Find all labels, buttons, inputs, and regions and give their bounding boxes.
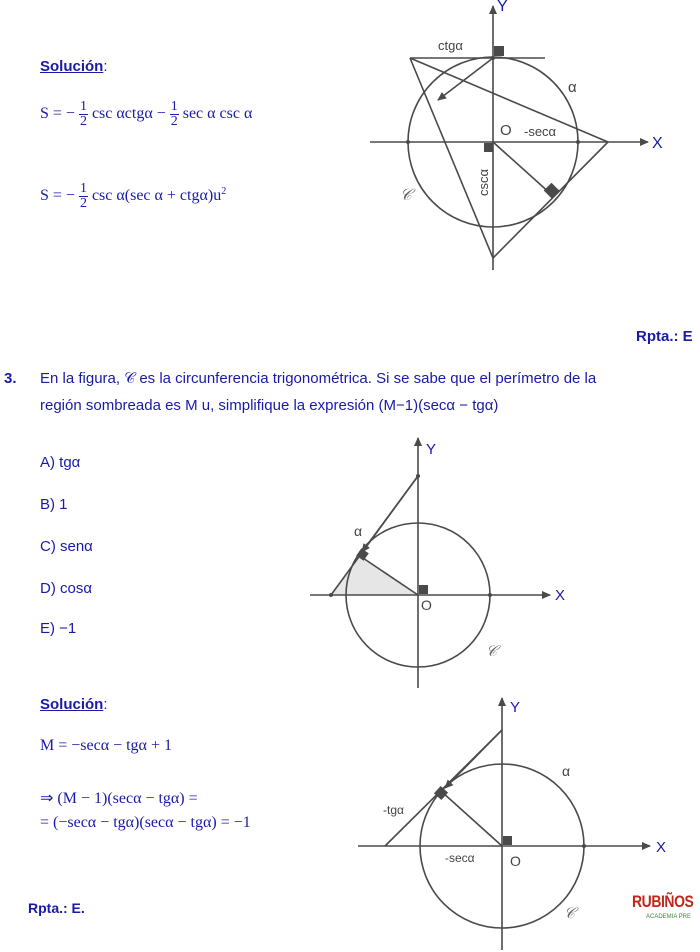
- solution-heading-top: Solución:: [40, 58, 108, 75]
- option-e: E) −1: [40, 620, 77, 637]
- label-sec: -secα: [445, 851, 475, 865]
- equation-m-1: M = −secα − tgα + 1: [40, 737, 172, 754]
- right-angle-marker: [503, 836, 512, 845]
- label-x: X: [555, 587, 566, 604]
- problem-number: 3.: [4, 370, 17, 387]
- label-alpha: α: [562, 763, 571, 779]
- rubinos-logo: RUBIÑOS ACADEMIA PRE: [632, 892, 694, 920]
- equation-s-2: S = − $\frac{1}{2}$ csc α(sec $\alpha + ctg\alpha)u^2$: [40, 181, 227, 211]
- right-angle-marker: [419, 585, 428, 594]
- equation-m-2: ⇒ (M − 1)(secα − tgα) =: [40, 790, 198, 807]
- radius-line: [493, 142, 552, 195]
- label-x: X: [656, 839, 667, 856]
- label-circle: 𝒞: [400, 187, 412, 204]
- label-alpha: α: [354, 523, 363, 539]
- right-angle-marker: [544, 183, 560, 199]
- line-to-sec: [493, 142, 608, 258]
- figure-2-diagram: [300, 430, 600, 690]
- answer-top: Rpta.: E: [636, 328, 693, 345]
- answer-bottom: Rpta.: E.: [28, 900, 85, 916]
- problem-text-line-1: En la figura, 𝒞 es la circunferencia trigonométrica. Si se sabe que el perímetro de la: [40, 370, 597, 387]
- option-a: A) tgα: [40, 454, 81, 471]
- problem-text-line-2: región sombreada es M u, simplifique la expresión (M−1)(secα − tgα): [40, 397, 499, 414]
- fraction-half: $\frac{1}{2}$: [170, 99, 178, 129]
- label-csc: cscα: [476, 168, 491, 196]
- option-c: C) senα: [40, 538, 93, 555]
- option-b: B) 1: [40, 496, 68, 513]
- label-y: Y: [497, 0, 508, 15]
- label-origin: O: [500, 122, 512, 139]
- solution-heading-bottom: Solución:: [40, 696, 108, 713]
- label-origin: O: [510, 853, 521, 869]
- label-circle: 𝒞: [486, 643, 497, 660]
- label-alpha: α: [568, 79, 577, 96]
- option-d: D) cosα: [40, 580, 93, 597]
- arrow-line: [445, 730, 502, 788]
- arrow-line: [362, 476, 418, 552]
- arrow-line: [438, 58, 493, 100]
- equation-m-3: = (−secα − tgα)(secα − tgα) = −1: [40, 814, 251, 831]
- label-sec: -secα: [524, 124, 557, 139]
- label-tg: -tgα: [383, 803, 404, 817]
- fraction-half: $\frac{1}{2}$: [79, 99, 87, 129]
- label-y: Y: [510, 699, 521, 716]
- label-circle: 𝒞: [564, 905, 575, 922]
- label-y: Y: [426, 441, 437, 458]
- shaded-region: [331, 556, 418, 595]
- figure-1-diagram: [360, 0, 700, 280]
- right-angle-marker: [484, 143, 493, 152]
- right-angle-marker: [494, 46, 504, 56]
- label-x: X: [652, 135, 663, 152]
- label-ctg: ctgα: [438, 38, 463, 53]
- equation-s-1: S = − $\frac{1}{2}$ csc αctgα − $\frac{1}{2}$ sec α csc α: [40, 99, 253, 129]
- radius-line: [442, 792, 502, 846]
- label-origin: O: [421, 597, 432, 613]
- fraction-half: $\frac{1}{2}$: [79, 181, 87, 211]
